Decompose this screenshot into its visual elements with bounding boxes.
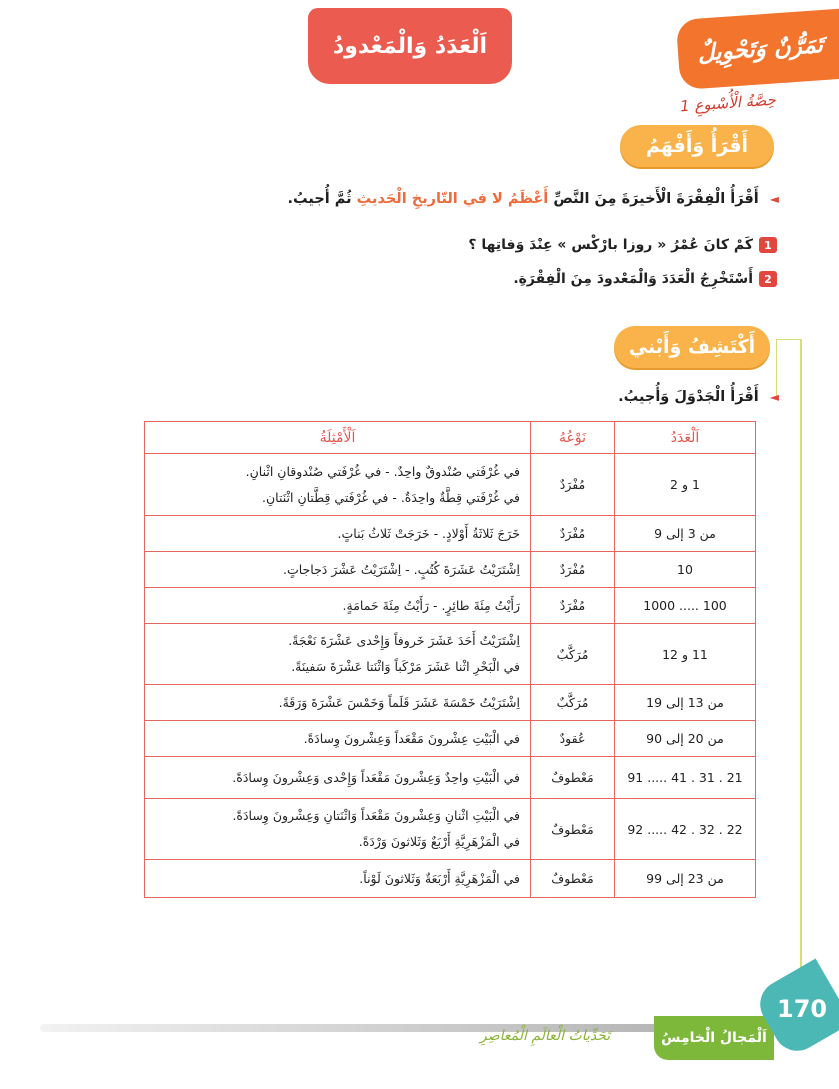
page-number: 170 <box>751 958 839 1059</box>
cell-number: من 13 إلى 19 <box>615 685 756 721</box>
cell-number: 21 . 31 . 41 ..... 91 <box>615 757 756 799</box>
instruction-text-end: ثُمَّ أُجيبُ. <box>287 191 352 207</box>
example-line: في الْبَيْتِ اثْنانِ وَعِشْرونَ مَقْعَداً وَاثْنَتانِ وَعِشْرونَ وِسادَةً. <box>232 808 520 823</box>
cell-type: مُفْرَدٌ <box>531 516 615 552</box>
cell-examples <box>145 552 531 588</box>
cell-type: مُفْرَدٌ <box>531 454 615 516</box>
table-row <box>145 552 756 588</box>
header-number: اَلْعَدَدُ <box>615 422 756 454</box>
table-row <box>145 516 756 552</box>
discover-build-pill: أَكْتَشِفُ وَأَبْني <box>614 326 770 368</box>
question-text: أَسْتَخْرِجُ الْعَدَدَ وَالْمَعْدودَ مِنَ الْفِقْرَةِ. <box>513 271 753 287</box>
example-line: في الْبَيْتِ عِشْرونَ مَقْعَداً وَعِشْرونَ وِسادَةً. <box>303 730 520 746</box>
cell-examples <box>145 860 531 898</box>
cell-number: من 23 إلى 99 <box>615 860 756 898</box>
triangle-bullet-icon: ◄ <box>769 192 779 206</box>
cell-type: مُرَكَّبٌ <box>531 685 615 721</box>
cell-examples <box>145 454 531 516</box>
cell-examples <box>145 516 531 552</box>
cell-number: 100 ..... 1000 <box>615 588 756 624</box>
cell-number: 22 . 32 . 42 ..... 92 <box>615 799 756 860</box>
cell-number: 11 و 12 <box>615 624 756 685</box>
example-line: خَرَجَ ثَلاثَةُ أَوْلادٍ. - خَرَجَتْ ثَلاثُ بَناتٍ. <box>337 525 520 541</box>
cell-type: عُقودٌ <box>531 721 615 757</box>
example-line: في الْبَحْرِ اثْنا عَشَرَ مَرْكَباً وَاثْنَتا عَشْرَةَ سَفينَةً. <box>291 659 520 674</box>
instruction-highlight: أَعْظَمُ لا في التّاريخِ الْحَديثِ <box>356 191 549 207</box>
cell-examples <box>145 588 531 624</box>
cell-examples <box>145 757 531 799</box>
example-line: في الْمَزْهَرِيَّةِ أَرْبَعٌ وَثَلاثونَ وَرْدَةً. <box>358 834 520 849</box>
cell-examples <box>145 624 531 685</box>
table-row <box>145 685 756 721</box>
decorative-line <box>776 339 802 399</box>
cell-number: 10 <box>615 552 756 588</box>
question-2 <box>513 271 777 287</box>
cell-number: من 20 إلى 90 <box>615 721 756 757</box>
cell-number: 1 و 2 <box>615 454 756 516</box>
decorative-rule <box>800 339 802 979</box>
table-row <box>145 588 756 624</box>
discover-instruction <box>618 389 779 405</box>
section-title-tab: اَلْعَدَدُ وَالْمَعْدودُ <box>308 8 512 84</box>
cell-type: مُرَكَّبٌ <box>531 624 615 685</box>
cell-examples <box>145 799 531 860</box>
cell-type: مَعْطوفٌ <box>531 757 615 799</box>
example-line: في الْبَيْتِ واحِدٌ وَعِشْرونَ مَقْعَداً وَإِحْدى وَعِشْرونَ وِسادَةً. <box>232 769 520 785</box>
example-line: في الْمَزْهَرِيَّةِ أَرْبَعَةٌ وَثَلاثونَ لَوْناً. <box>359 870 520 886</box>
question-number-badge: 2 <box>759 271 777 287</box>
table-row <box>145 454 756 516</box>
cell-examples <box>145 721 531 757</box>
example-line: رَأَيْتُ مِئَةَ طائِرٍ. - رَأَيْتُ مِئَةَ حَمامَةٍ. <box>342 597 520 613</box>
table-row <box>145 799 756 860</box>
instruction-text: أَقْرَأُ الْفِقْرَةَ الْأَخيرَةَ مِنَ النَّصِّ <box>553 191 759 207</box>
example-line: في غُرْفَتي صُنْدوقٌ واحِدٌ. - في غُرْفَتي صُنْدوقانِ اثْنانِ. <box>245 463 520 479</box>
instruction-text: أَقْرَأُ الْجَدْوَلَ وَأُجيبُ. <box>618 389 759 405</box>
read-understand-pill: أَقْرَأُ وَأَفْهَمُ <box>620 125 774 167</box>
table-row <box>145 757 756 799</box>
header-type: نَوْعُهُ <box>531 422 615 454</box>
week-label: حِصَّةُ الْأُسْبوعِ 1 <box>679 90 777 116</box>
numbers-table <box>144 421 756 898</box>
footer-domain-label: اَلْمَجالُ الْخامِسُ <box>654 1016 774 1060</box>
example-line: في غُرْفَتي قِطَّةٌ واحِدَةٌ. - في غُرْفَتي قِطَّتانِ اثْنَتانِ. <box>262 489 520 505</box>
cell-number: من 3 إلى 9 <box>615 516 756 552</box>
cell-type: مَعْطوفٌ <box>531 860 615 898</box>
example-line: اِشْتَرَيْتُ أَحَدَ عَشَرَ خَروفاً وَإِحْدى عَشْرَةَ نَعْجَةً. <box>288 633 520 648</box>
cell-type: مَعْطوفٌ <box>531 799 615 860</box>
cell-type: مُفْرَدٌ <box>531 552 615 588</box>
triangle-bullet-icon: ◄ <box>769 390 779 404</box>
read-instruction <box>288 191 779 207</box>
example-line: اِشْتَرَيْتُ خَمْسَةَ عَشَرَ قَلَماً وَخَمْسَ عَشْرَةَ وَرَقَةً. <box>278 694 520 710</box>
corner-tab: تَمَرُّنٌ وَتَحْوِيلٌ <box>676 8 839 90</box>
question-text: كَمْ كانَ عُمْرُ « روزا بارْكْس » عِنْدَ وَفاتِها ؟ <box>468 237 753 253</box>
footer-subtitle: تَحَدِّياتُ الْعالَمِ الْمُعاصِرِ <box>480 1028 611 1044</box>
question-1 <box>468 237 777 253</box>
cell-type: مُفْرَدٌ <box>531 588 615 624</box>
question-number-badge: 1 <box>759 237 777 253</box>
cell-examples <box>145 685 531 721</box>
example-line: اِشْتَرَيْتُ عَشَرَةَ كُتُبٍ. - اِشْتَرَيْتُ عَشْرَ دَجاجاتٍ. <box>283 561 520 577</box>
table-row <box>145 624 756 685</box>
table-row <box>145 860 756 898</box>
header-examples: اَلْأَمْثِلَةُ <box>145 422 531 454</box>
table-row <box>145 721 756 757</box>
